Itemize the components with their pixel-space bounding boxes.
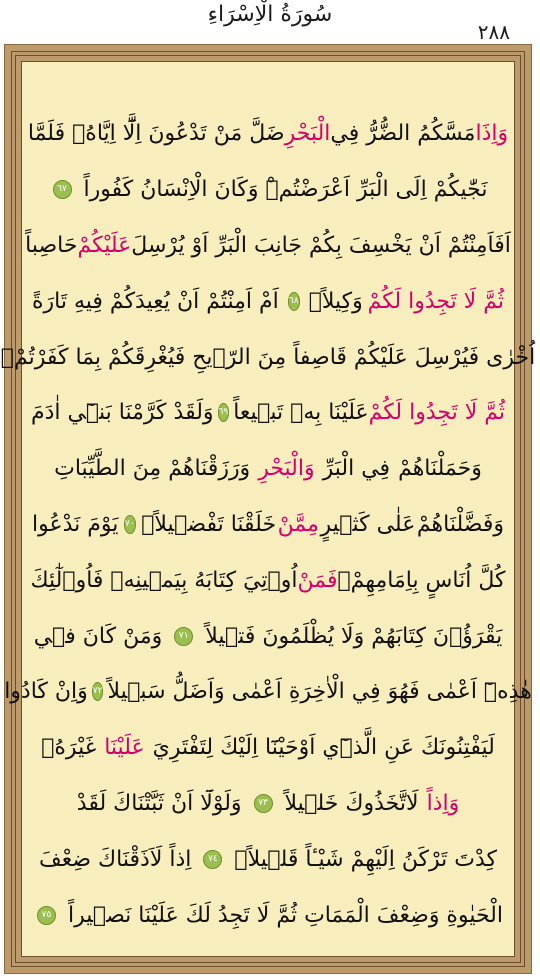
verse-line [27,106,509,162]
text-panel [0,61,536,957]
verse-text: فِي الْبَرِّ [322,456,391,482]
verse-text: نَجّٰيكُمْ اِلَى الْبَرِّ اَعْرَضْتُمْۜ وَكَانَ الْاِنْسَانُ كَفُوراً [83,177,488,203]
ayah-number-marker: ٦٧ [53,180,72,199]
verse-text: وَاِنْ كَادُوا [4,679,88,705]
highlighted-word: وَاِذاً [426,790,460,816]
highlighted-word: فَمَنْ [297,567,338,593]
verse-text: وَفَضَّلْنَاهُمْ [416,511,504,537]
verse-text: لَيَفْتِنُونَكَ عَنِ الَّذ۪ٓي اَوْحَيْنَٓا اِلَيْكَ لِتَفْتَرِيَ [152,735,495,761]
verse-line [25,218,511,274]
verse-lines [0,106,536,934]
verse-line [32,385,504,441]
page-number: ٢٨٨ [477,20,510,44]
ayah-number-marker: ٦٩ [218,403,230,422]
verse-text: وَلَوْلَٓا اَنْ ثَبَّتْنَاكَ لَقَدْ [76,790,242,816]
verse-text: وَمَنْ كَانَ ف۪ي [33,623,163,649]
verse-text: وَرَزَقْنَاهُمْ مِنَ الطَّيِّبَاتِ [54,456,251,482]
verse-line [32,776,504,832]
ayah-number-marker: ٧٣ [254,794,273,813]
verse-text: غَيْرَهُۗ [41,735,97,761]
verse-line [32,552,504,608]
verse-line [32,608,504,664]
verse-text: كِدْتَ تَرْكَنُ اِلَيْهِمْ شَيْـٔاً قَل۪يلاًۗ [234,846,498,872]
verse-text: عَلَيْنَا بِه۪ تَب۪يعاً [233,400,369,426]
highlighted-word: الْبَحْرِ [284,121,331,147]
highlighted-word: ثُمَّ لَا تَجِدُوا لَكُمْ [367,288,504,314]
highlighted-word: ثُمَّ لَا تَجِدُوا لَكُمْ [368,400,506,426]
verse-line [32,831,504,887]
verse-line [32,497,504,553]
verse-line [0,329,536,385]
page-frame [0,44,536,974]
verse-text: يَقْرَؤُ۫نَ كِتَابَهُمْ وَلَا يُظْلَمُونَ فَت۪يلاً [205,623,503,649]
ayah-number-marker: ٦٨ [288,292,300,311]
verse-text: حَاصِباً [25,232,78,258]
verse-line [32,720,504,776]
verse-text: اَفَاَمِنْتُمْ اَنْ يَخْسِفَ بِكُمْ جَانِبَ الْبَرِّ اَوْ يُرْسِلَ [131,232,511,258]
verse-text: اَمْ اَمِنْتُمْ اَنْ يُعِيدَكُمْ فِيهِ تَارَةً [32,288,279,314]
verse-text: هٰذِه۪ٓ اَعْمٰى فَهُوَ فِي الْاٰخِرَةِ اَعْمٰى وَاَضَلُّ سَب۪يلاً [107,679,532,705]
page-header [0,0,540,44]
surah-title: سُورَةُ الْاِسْرَاءِ [207,2,333,27]
highlighted-word: وَالْبَحْرِ [258,456,315,482]
verse-text: كُلَّ اُنَاسٍ بِاِمَامِهِمْۚ [337,567,506,593]
verse-line [32,441,504,497]
verse-text: اُخْرٰى فَيُرْسِلَ عَلَيْكُمْ قَاصِفاً مِنَ الرّ۪يحِ فَيُغْرِقَكُمْ بِمَا كَفَرْتُمْۙ [0,344,536,370]
verse-text: الْحَيٰوةِ وَضِعْفَ الْمَمَاتِ ثُمَّ لَا تَجِدُ لَكَ عَلَيْنَا نَص۪يراً [68,902,503,928]
verse-text: عَلٰى كَث۪يرٍ [320,511,416,537]
highlighted-word: مِمَّنْ [277,511,319,537]
verse-text: خَلَقْنَا تَفْض۪يلاً۟ [141,511,277,537]
ayah-number-marker: ٧٥ [37,906,56,925]
verse-text: لَاتَّخَذُوكَ خَل۪يلاً [284,790,419,816]
verse-line [32,887,504,943]
ayah-number-marker: ٧٢ [92,682,104,701]
highlighted-word: عَلَيْنَا [104,735,145,761]
ayah-number-marker: ٧٠ [124,515,136,534]
verse-text: وَلَقَدْ كَرَّمْنَا بَن۪ٓي اٰدَمَ [30,400,214,426]
verse-text: ضَلَّ مَنْ تَدْعُونَ اِلَّٓا اِيَّاهُۚ فَلَمَّا [27,121,285,147]
verse-line [4,664,532,720]
highlighted-word: عَلَيْكُمْ [77,232,132,258]
ayah-number-marker: ٧٤ [203,850,222,869]
highlighted-word: وَاِذَا [475,121,509,147]
verse-text: وَكِيلاًۙ [308,288,363,314]
verse-text: مَسَّكُمُ الضُّرُّ فِي [330,121,476,147]
verse-text: وَحَمَلْنَاهُمْ [398,456,482,482]
verse-text: اُو۫تِيَ كِتَابَهُ بِيَم۪ينِه۪ فَاُو۬لٰٓئِكَ [30,567,298,593]
verse-text: يَوْمَ نَدْعُوا [32,511,119,537]
verse-line [32,162,504,218]
ayah-number-marker: ٧١ [174,627,193,646]
verse-text: اِذاً لَاَذَقْنَاكَ ضِعْفَ [38,846,192,872]
verse-line [32,273,504,329]
